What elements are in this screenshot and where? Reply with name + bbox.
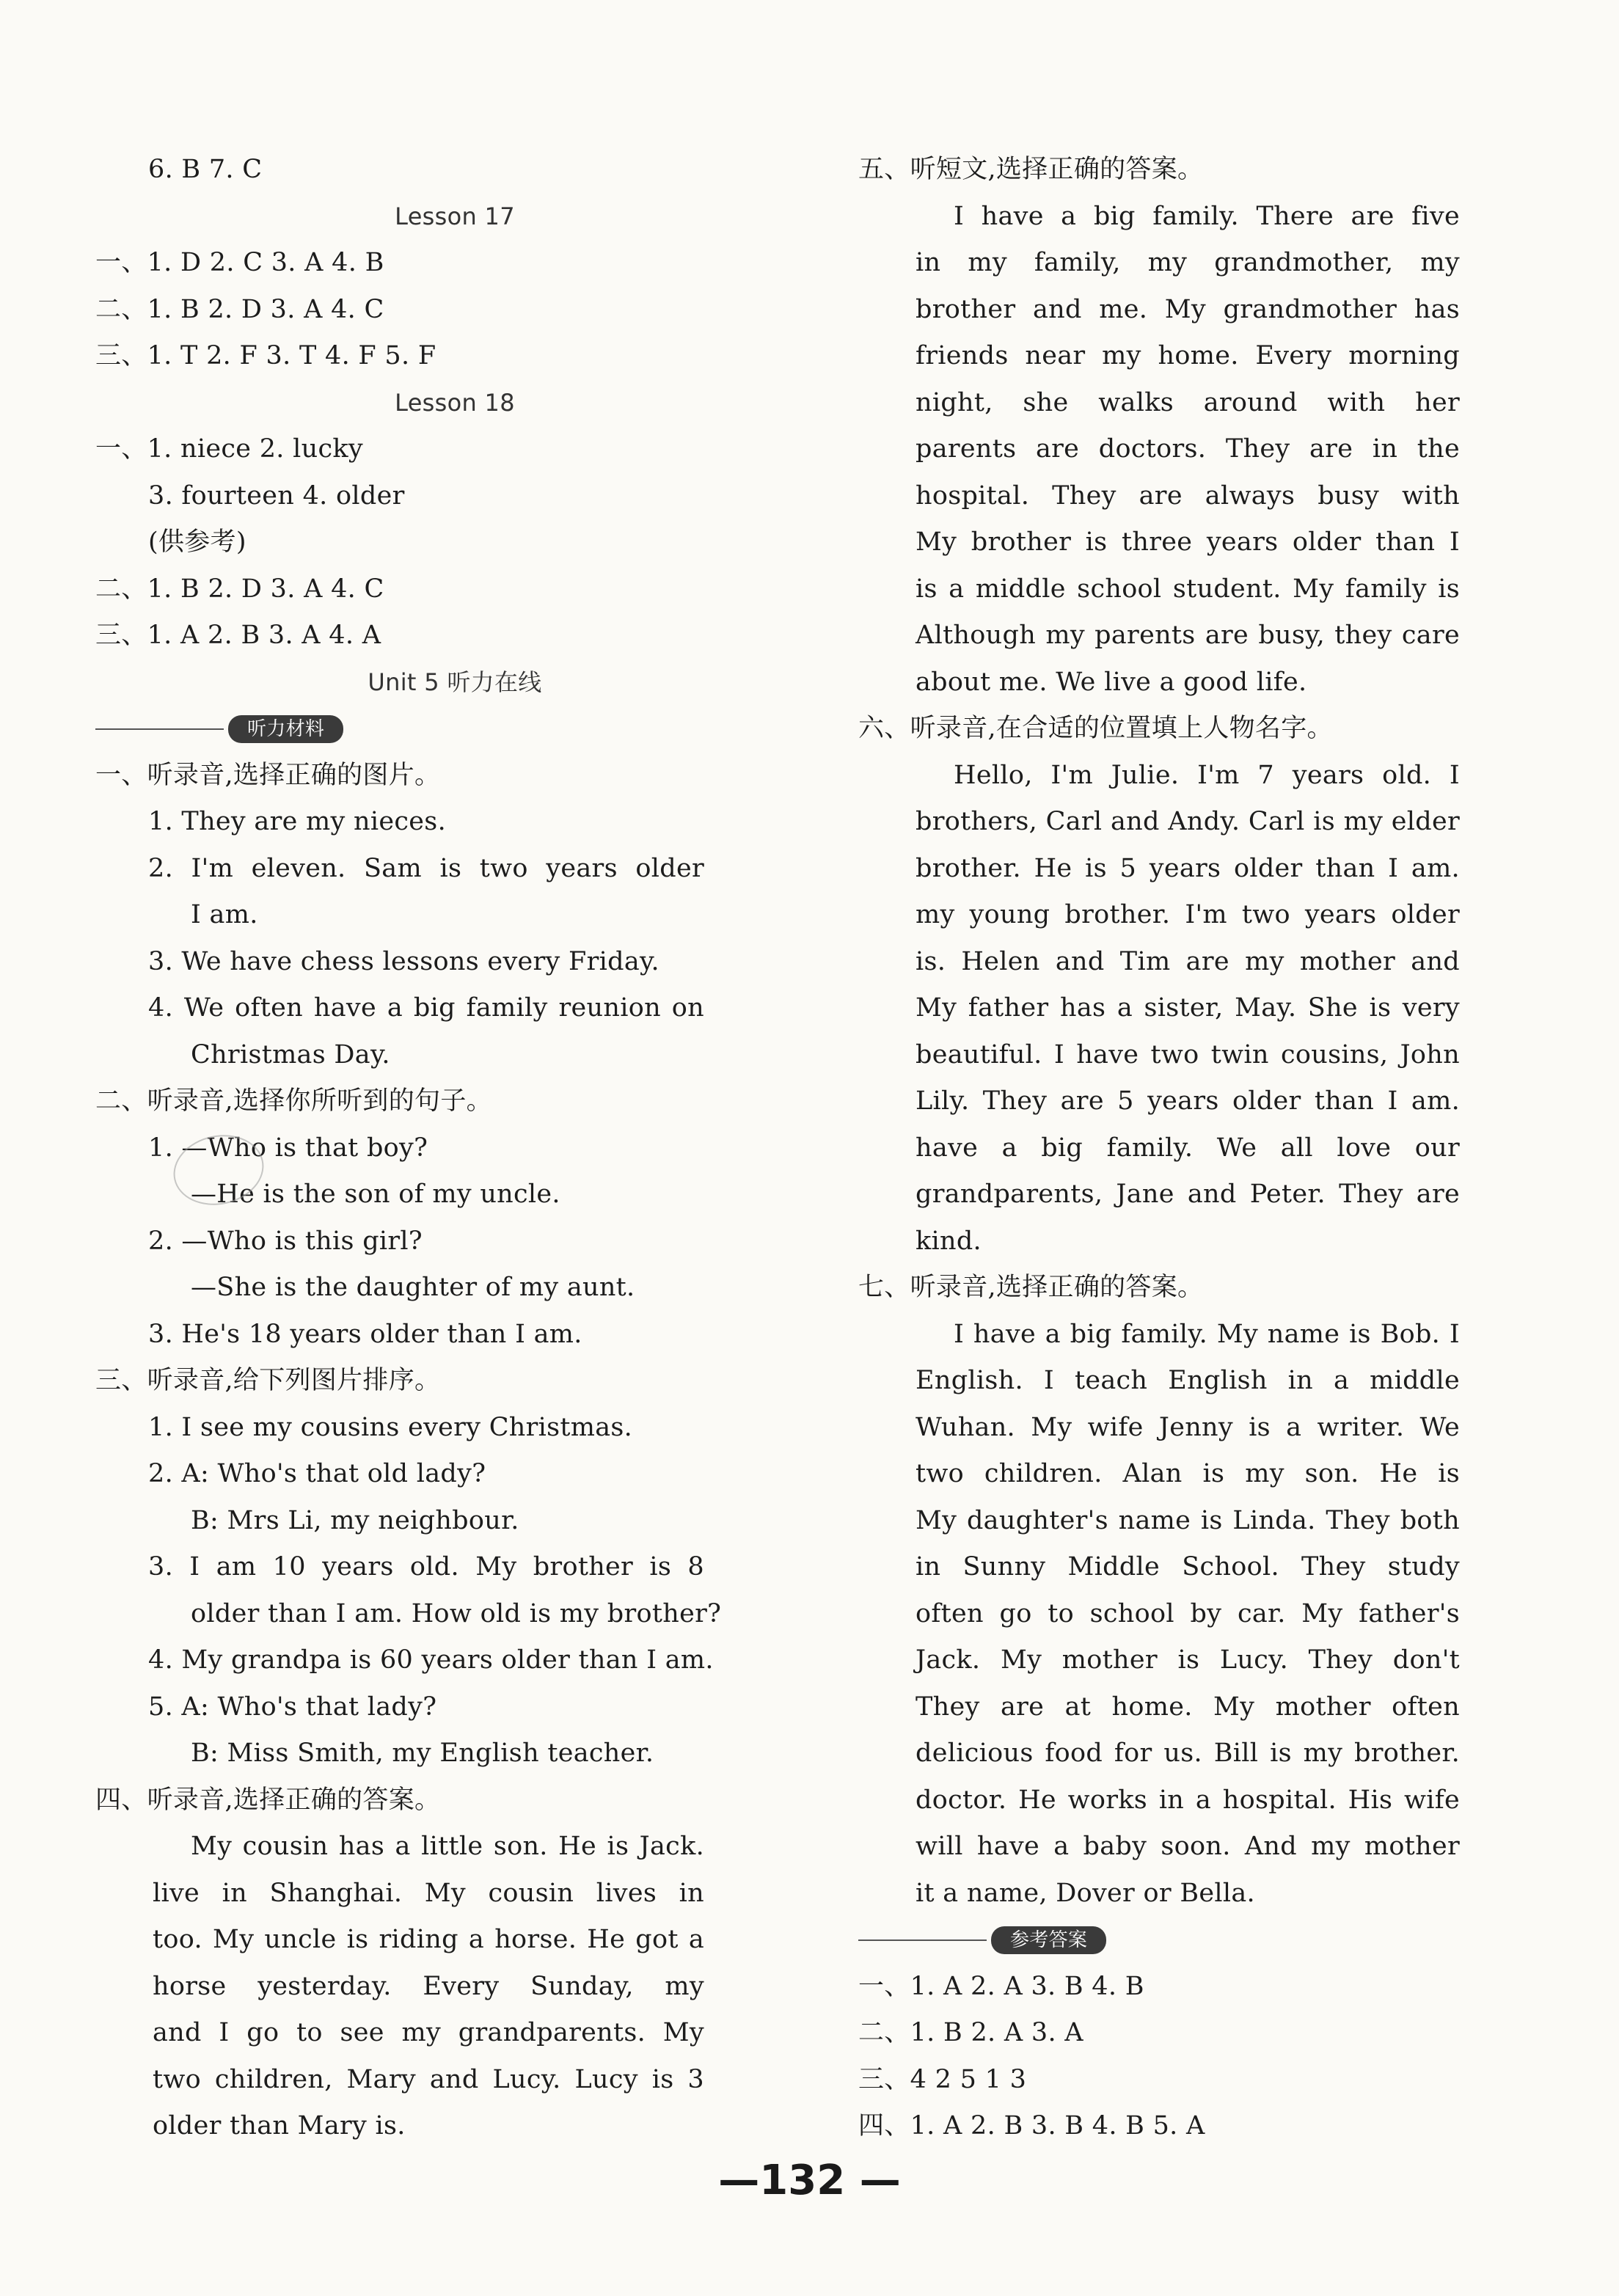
text-line: 二、1. B 2. A 3. A	[858, 2018, 1083, 2047]
text-line: Wuhan. My wife Jenny is a writer. We	[916, 1412, 1460, 1442]
text-line: B: Mrs Li, my neighbour.	[191, 1505, 519, 1535]
section-banner	[858, 1917, 1460, 1964]
text-line: doctor. He works in a hospital. His wife	[916, 1785, 1460, 1815]
right-column	[858, 147, 1460, 2150]
text-line: 1. —Who is that boy?	[148, 1133, 428, 1163]
text-line: 二、1. B 2. D 3. A 4. C	[95, 294, 384, 324]
section-heading: Lesson 17	[395, 202, 515, 230]
text-line: my young brother. I'm two years older	[916, 900, 1460, 929]
page-number: —132 —	[718, 2157, 901, 2204]
text-line: kind.	[916, 1226, 982, 1256]
text-line: 五、听短文,选择正确的答案。	[858, 155, 1204, 184]
text-line: brother and me. My grandmother has	[916, 294, 1460, 324]
text-line: 3. We have chess lessons every Friday.	[148, 946, 659, 976]
text-line: 1. They are my nieces.	[148, 807, 446, 836]
text-line: parents are doctors. They are in the	[916, 434, 1460, 464]
banner-label: 参考答案	[991, 1926, 1106, 1954]
text-line: in Sunny Middle School. They study	[916, 1552, 1460, 1582]
text-line: 三、1. T 2. F 3. T 4. F 5. F	[95, 341, 436, 370]
text-line: I have a big family. My name is Bob. I	[954, 1319, 1460, 1349]
text-line: Hello, I'm Julie. I'm 7 years old. I	[954, 760, 1460, 790]
text-line: night, she walks around with her	[916, 387, 1460, 417]
text-line: hospital. They are always busy with	[916, 480, 1460, 511]
text-line: horse yesterday. Every Sunday, my	[153, 1971, 704, 2001]
text-line: will have a baby soon. And my mother	[916, 1832, 1460, 1861]
text-line: 4. My grandpa is 60 years older than I am.	[148, 1645, 714, 1675]
text-line: —He is the son of my uncle.	[191, 1180, 560, 1209]
text-line: 4. We often have a big family reunion on	[148, 993, 704, 1023]
text-line: Lily. They are 5 years older than I am.	[916, 1086, 1460, 1116]
section-banner	[95, 706, 704, 753]
text-line: about me. We live a good life.	[916, 667, 1307, 697]
text-line: live in Shanghai. My cousin lives in	[153, 1878, 704, 1908]
text-line: two children, Mary and Lucy. Lucy is 3	[153, 2064, 704, 2094]
text-line: too. My uncle is riding a horse. He got a	[153, 1925, 704, 1954]
text-line: brother. He is 5 years older than I am.	[916, 853, 1460, 883]
text-line: it a name, Dover or Bella.	[916, 1878, 1255, 1908]
text-line: Christmas Day.	[191, 1039, 390, 1070]
banner-rule	[858, 1939, 987, 1941]
text-line: older than I am. How old is my brother?	[191, 1598, 722, 1628]
text-line: beautiful. I have two twin cousins, John	[916, 1039, 1460, 1070]
text-line: 5. A: Who's that lady?	[148, 1692, 437, 1722]
text-line: friends near my home. Every morning	[916, 341, 1460, 370]
text-line: 2. —Who is this girl?	[148, 1226, 423, 1256]
text-line: 三、听录音,给下列图片排序。	[95, 1366, 441, 1395]
text-line: 2. I'm eleven. Sam is two years older	[148, 853, 704, 883]
text-line: 一、1. niece 2. lucky	[95, 434, 363, 464]
text-line: have a big family. We all love our	[916, 1133, 1460, 1163]
section-heading: Unit 5 听力在线	[368, 668, 542, 696]
text-line: 一、1. A 2. A 3. B 4. B	[858, 1971, 1144, 2001]
section-heading: Lesson 18	[395, 388, 515, 417]
text-line: two children. Alan is my son. He is	[916, 1459, 1460, 1488]
text-line: 一、1. D 2. C 3. A 4. B	[95, 248, 384, 277]
text-line: 3. He's 18 years older than I am.	[148, 1319, 582, 1349]
text-line: delicious food for us. Bill is my brother.	[916, 1739, 1460, 1768]
text-line: 六、听录音,在合适的位置填上人物名字。	[858, 714, 1333, 743]
text-line: Jack. My mother is Lucy. They don't	[916, 1645, 1460, 1675]
text-line: Although my parents are busy, they care	[916, 621, 1460, 650]
text-line: older than Mary is.	[153, 2111, 406, 2140]
text-line: My daughter's name is Linda. They both	[916, 1505, 1460, 1535]
text-line: 二、1. B 2. D 3. A 4. C	[95, 574, 384, 604]
text-line: —She is the daughter of my aunt.	[191, 1273, 635, 1302]
text-line: is a middle school student. My family is	[916, 574, 1460, 604]
text-line: brothers, Carl and Andy. Carl is my elder	[916, 807, 1460, 836]
text-line: 3. fourteen 4. older	[148, 480, 405, 511]
text-line: 3. I am 10 years old. My brother is 8	[148, 1552, 704, 1582]
text-line: 七、听录音,选择正确的答案。	[858, 1273, 1204, 1302]
text-line: 三、4 2 5 1 3	[858, 2064, 1027, 2094]
text-line: 1. I see my cousins every Christmas.	[148, 1412, 633, 1442]
text-line: I am.	[191, 900, 258, 929]
text-line: They are at home. My mother often	[916, 1692, 1460, 1722]
text-line: 二、听录音,选择你所听到的句子。	[95, 1086, 492, 1116]
text-line: often go to school by car. My father's	[916, 1598, 1460, 1628]
text-line: My brother is three years older than I	[916, 527, 1460, 557]
text-line: I have a big family. There are five	[954, 201, 1460, 231]
text-line: My father has a sister, May. She is very	[916, 993, 1460, 1023]
text-line: 四、听录音,选择正确的答案。	[95, 1785, 441, 1815]
text-line: (供参考)	[148, 527, 246, 557]
banner-label: 听力材料	[228, 715, 343, 743]
text-line: 6. B 7. C	[148, 155, 263, 184]
text-line: 四、1. A 2. B 3. B 4. B 5. A	[858, 2111, 1205, 2140]
text-line: English. I teach English in a middle	[916, 1366, 1460, 1395]
text-line: and I go to see my grandparents. My	[153, 2018, 704, 2047]
text-line: grandparents, Jane and Peter. They are	[916, 1180, 1460, 1209]
text-line: My cousin has a little son. He is Jack.	[191, 1832, 704, 1861]
banner-rule	[95, 728, 224, 730]
text-line: in my family, my grandmother, my	[916, 248, 1460, 277]
text-line: is. Helen and Tim are my mother and	[916, 946, 1460, 976]
text-line: B: Miss Smith, my English teacher.	[191, 1739, 654, 1768]
text-line: 2. A: Who's that old lady?	[148, 1459, 486, 1488]
text-line: 三、1. A 2. B 3. A 4. A	[95, 621, 381, 650]
text-line: 一、听录音,选择正确的图片。	[95, 760, 441, 790]
